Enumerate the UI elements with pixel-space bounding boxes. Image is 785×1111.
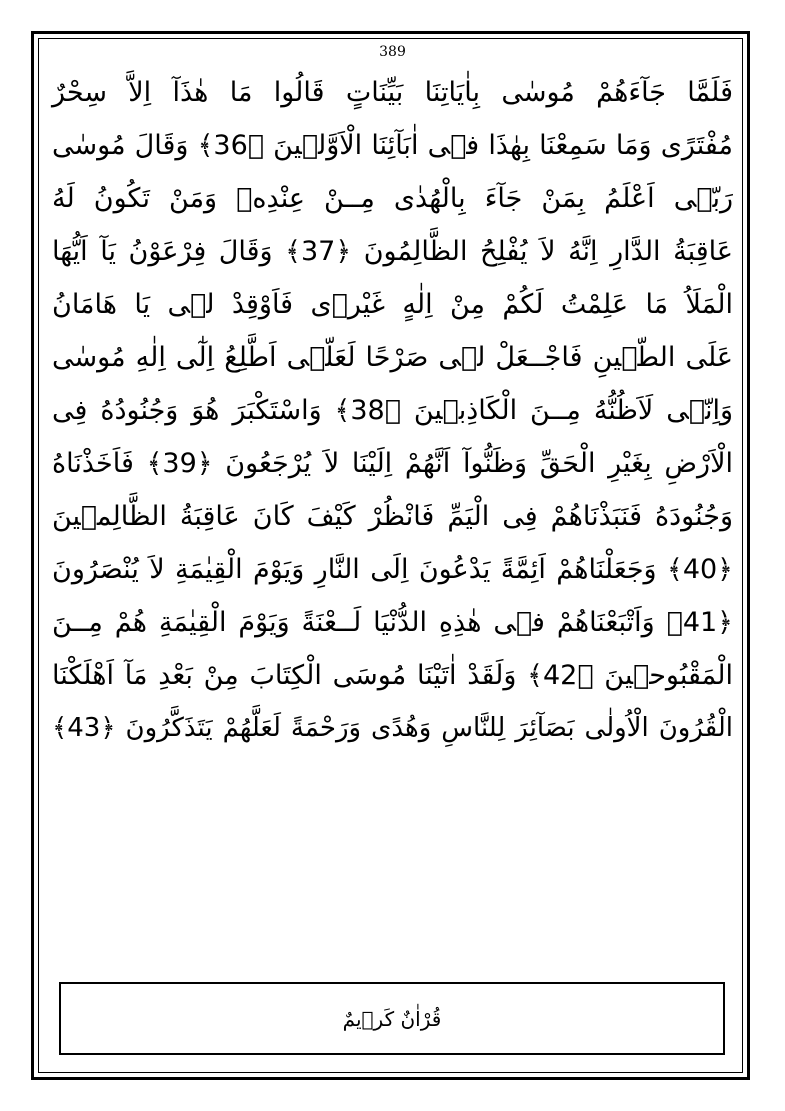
verse-line: عَاقِبَةُ الدَّارِ اِنَّهُ لاَ يُفْلِحُ الظَّالِمُونَ ﴿37﴾ وَقَالَ فِرْعَوْنُ يَآ اَيُّهَا [52, 236, 733, 267]
verse-line: فَلَمَّا جَآءَهُمْ مُوسٰى بِاٰيَاتِنَا بَيِّنَاتٍ قَالُوا مَا هٰذَآ اِلاَّ سِحْرٌ [52, 77, 733, 108]
verse-line: رَبّٖى اَعْلَمُ بِمَنْ جَآءَ بِالْهُدٰى مِــنْ عِنْدِهٖ وَمَنْ تَكُونُ لَهُ [52, 183, 733, 214]
verse-line: عَلَى الطّٖينِ فَاجْــعَلْ لٖى صَرْحًا لَعَلّٖى اَطَّلِعُ اِلٰٓى اِلٰهِ مُوسٰى [52, 342, 733, 373]
verse-line: مُفْتَرًى وَمَا سَمِعْنَا بِهٰذَا فٖى اٰبَآئِنَا الْاَوَّلٖينَ ﴿36﴾ وَقَالَ مُوسٰى [52, 130, 734, 161]
page-number: 389 [379, 44, 406, 60]
verse-line: الْمَلَاُ مَا عَلِمْتُ لَكُمْ مِنْ اِلٰهٍ غَيْرٖى فَاَوْقِدْ لٖى يَا هَامَانُ [52, 289, 733, 320]
verse-line: الْاَرْضِ بِغَيْرِ الْحَقِّ وَظَنُّوآ اَنَّهُمْ اِلَيْنَا لاَ يُرْجَعُونَ ﴿39﴾ فَاَخَذْنَاهُ [52, 448, 733, 479]
verse-line: وَجُنُودَهُ فَنَبَذْنَاهُمْ فِى الْيَمِّ فَانْظُرْ كَيْفَ كَانَ عَاقِبَةُ الظَّالِمٖينَ [52, 501, 733, 532]
verse-line: الْمَقْبُوحٖينَ ﴿42﴾ وَلَقَدْ اٰتَيْنَا مُوسَى الْكِتَابَ مِنْ بَعْدِ مَآ اَهْلَكْنَا [52, 660, 733, 691]
verse-line: ﴿40﴾ وَجَعَلْنَاهُمْ اَئِمَّةً يَدْعُونَ اِلَى النَّارِ وَيَوْمَ الْقِيٰمَةِ لاَ يُنْصَرُونَ [52, 554, 733, 585]
verse-line: ﴿41﴾ وَاَتْبَعْنَاهُمْ فٖى هٰذِهِ الدُّنْيَا لَــعْنَةً وَيَوْمَ الْقِيٰمَةِ هُمْ مِــنَ [52, 607, 733, 638]
footer-box [59, 982, 725, 1055]
quran-text-block [52, 66, 733, 755]
verse-line: الْقُرُونَ الْاُولٰى بَصَآئِرَ لِلنَّاسِ وَهُدًى وَرَحْمَةً لَعَلَّهُمْ يَتَذَكَّرُونَ ﴿43﴾ [52, 713, 733, 743]
verse-line: وَاِنّٖى لَاَظُنُّهُ مِــنَ الْكَاذِبٖينَ ﴿38﴾ وَاسْتَكْبَرَ هُوَ وَجُنُودُهُ فِى [52, 395, 734, 426]
footer-title: قُرْاٰنٌ كَرٖيمٌ [342, 1006, 442, 1031]
